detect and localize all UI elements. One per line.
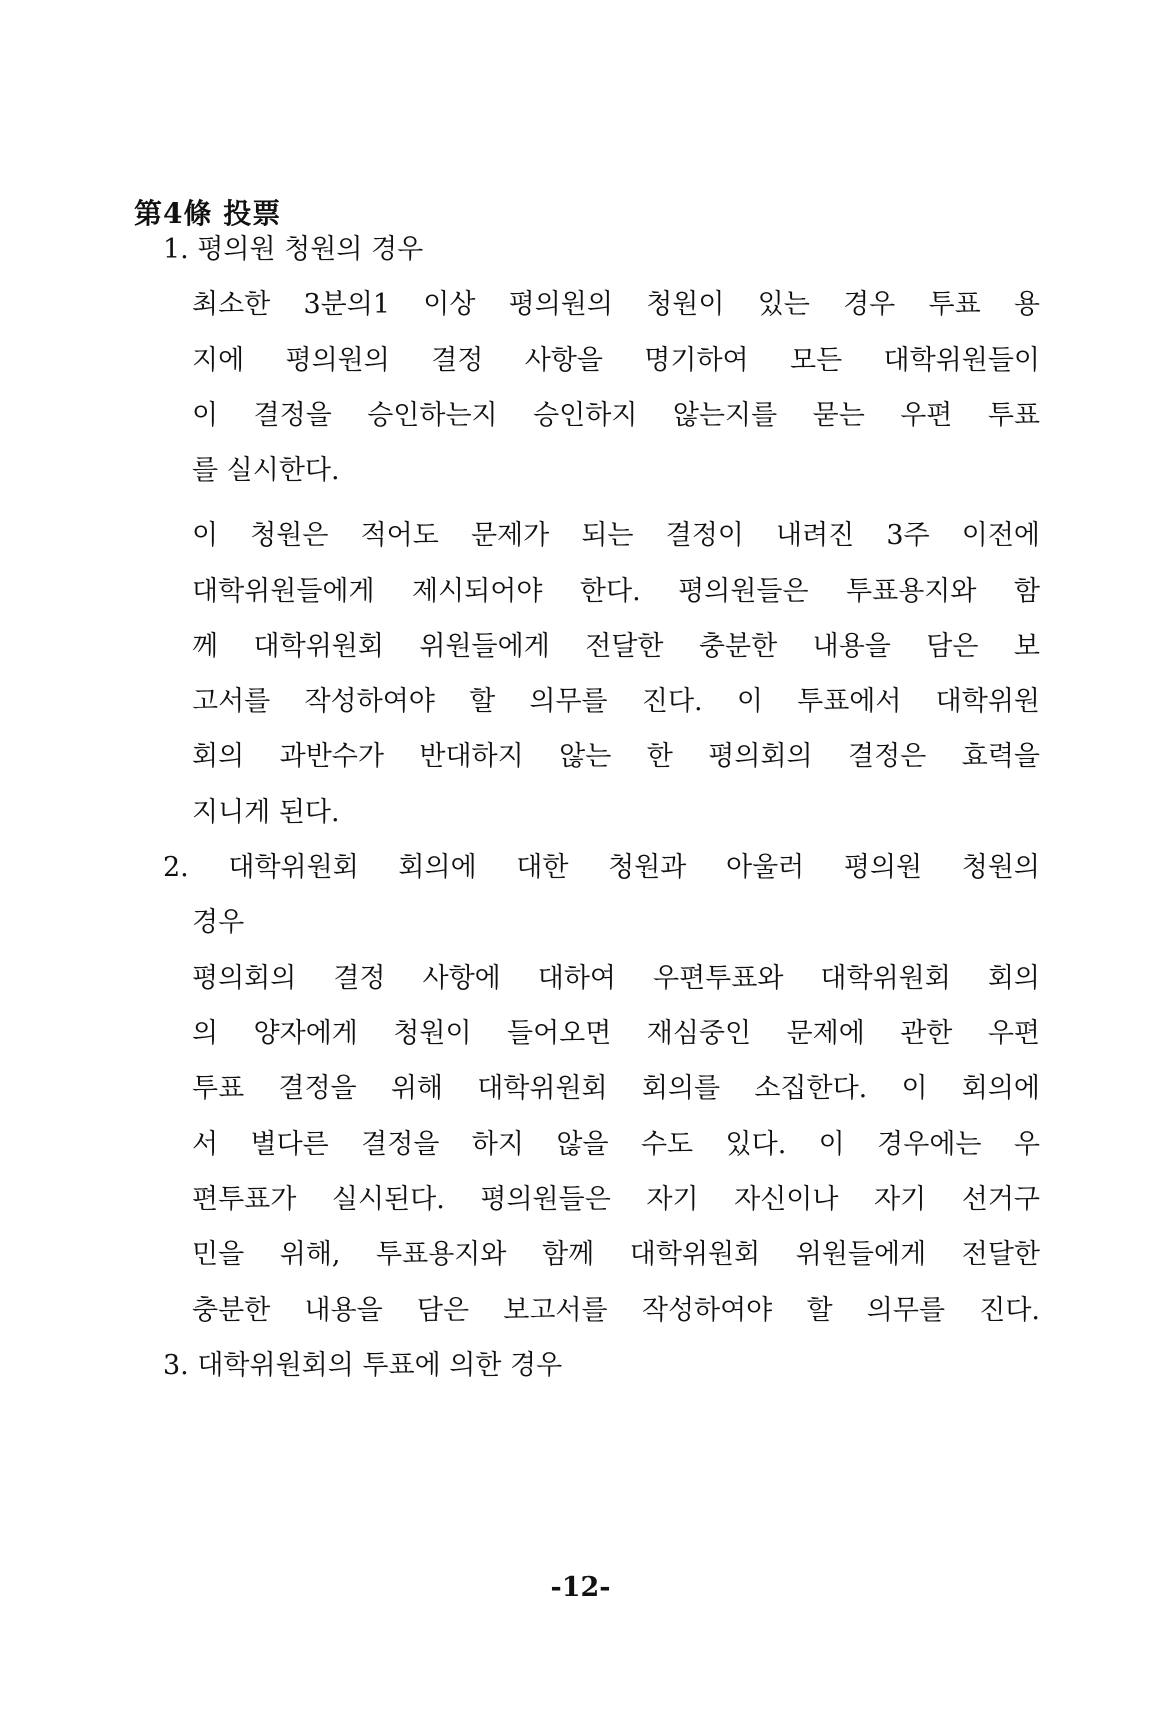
item-1-label: 1. 평의원 청원의 경우 xyxy=(163,234,424,265)
paragraph-line: 를 실시한다. xyxy=(192,455,340,486)
paragraph-line: 대학위원들에게 제시되어야 한다. 평의원들은 투표용지와 함 xyxy=(192,576,1040,607)
item-2-label-continuation: 경우 xyxy=(192,907,245,938)
paragraph-line: 평의회의 결정 사항에 대하여 우편투표와 대학위원회 회의 xyxy=(192,963,1040,994)
paragraph-line: 투표 결정을 위해 대학위원회 회의를 소집한다. 이 회의에 xyxy=(192,1073,1040,1104)
paragraph-line: 서 별다른 결정을 하지 않을 수도 있다. 이 경우에는 우 xyxy=(192,1129,1040,1160)
paragraph-line: 의 양자에게 청원이 들어오면 재심중인 문제에 관한 우편 xyxy=(192,1018,1040,1049)
paragraph-line: 이 결정을 승인하는지 승인하지 않는지를 묻는 우편 투표 xyxy=(192,400,1040,431)
article-heading: 第4條 投票 xyxy=(134,197,282,230)
item-2-label: 2. 대학위원회 회의에 대한 청원과 아울러 평의원 청원의 xyxy=(163,852,1040,883)
paragraph-line: 께 대학위원회 위원들에게 전달한 충분한 내용을 담은 보 xyxy=(192,631,1040,662)
paragraph-line: 편투표가 실시된다. 평의원들은 자기 자신이나 자기 선거구 xyxy=(192,1184,1040,1215)
paragraph-line: 이 청원은 적어도 문제가 되는 결정이 내려진 3주 이전에 xyxy=(192,520,1040,551)
paragraph-line: 최소한 3분의1 이상 평의원의 청원이 있는 경우 투표 용 xyxy=(192,289,1040,320)
paragraph-line: 충분한 내용을 담은 보고서를 작성하여야 할 의무를 진다. xyxy=(192,1295,1040,1326)
paragraph-line: 지에 평의원의 결정 사항을 명기하여 모든 대학위원들이 xyxy=(192,345,1040,376)
paragraph-line: 회의 과반수가 반대하지 않는 한 평의회의 결정은 효력을 xyxy=(192,741,1040,772)
page-number: -12- xyxy=(550,1572,611,1603)
paragraph-line: 민을 위해, 투표용지와 함께 대학위원회 위원들에게 전달한 xyxy=(192,1239,1040,1270)
item-3-label: 3. 대학위원회의 투표에 의한 경우 xyxy=(163,1350,563,1381)
paragraph-line: 고서를 작성하여야 할 의무를 진다. 이 투표에서 대학위원 xyxy=(192,686,1040,717)
paragraph-line: 지니게 된다. xyxy=(192,797,340,828)
